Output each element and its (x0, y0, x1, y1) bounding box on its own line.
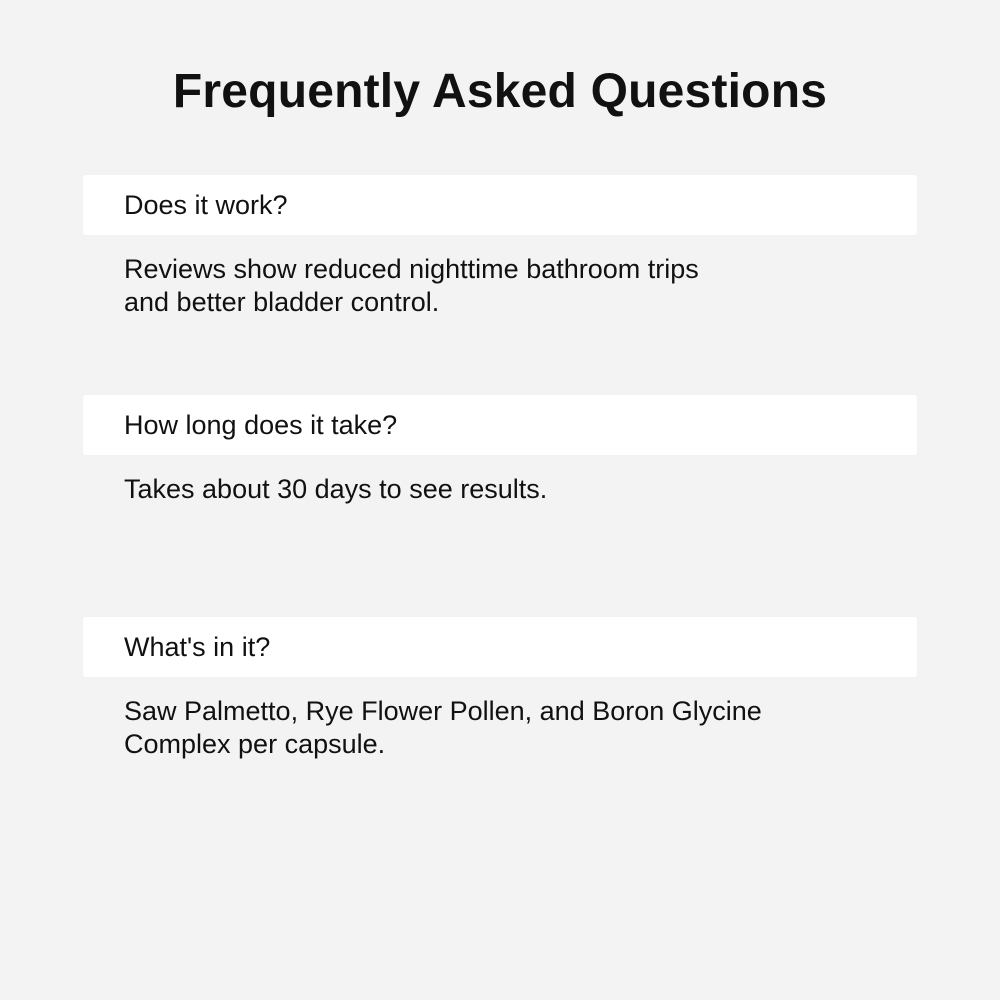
faq-question-label: How long does it take? (124, 409, 398, 440)
faq-question-label: What's in it? (124, 631, 271, 662)
page-title: Frequently Asked Questions (172, 65, 828, 118)
faq-answer-whats-in-it (124, 695, 844, 761)
faq-question-does-it-work[interactable] (83, 175, 917, 235)
faq-answer-line: Complex per capsule. (124, 729, 386, 759)
faq-answer-line: Takes about 30 days to see results. (124, 474, 548, 504)
faq-answer-how-long (124, 473, 844, 506)
faq-answer-line: and better bladder control. (124, 287, 440, 317)
faq-answer-line: Reviews show reduced nighttime bathroom trips (124, 254, 699, 284)
faq-question-whats-in-it[interactable] (83, 617, 917, 677)
faq-answer-does-it-work (124, 253, 844, 319)
faq-question-how-long[interactable] (83, 395, 917, 455)
faq-question-label: Does it work? (124, 189, 288, 220)
faq-answer-line: Saw Palmetto, Rye Flower Pollen, and Boron Glycine (124, 696, 762, 726)
